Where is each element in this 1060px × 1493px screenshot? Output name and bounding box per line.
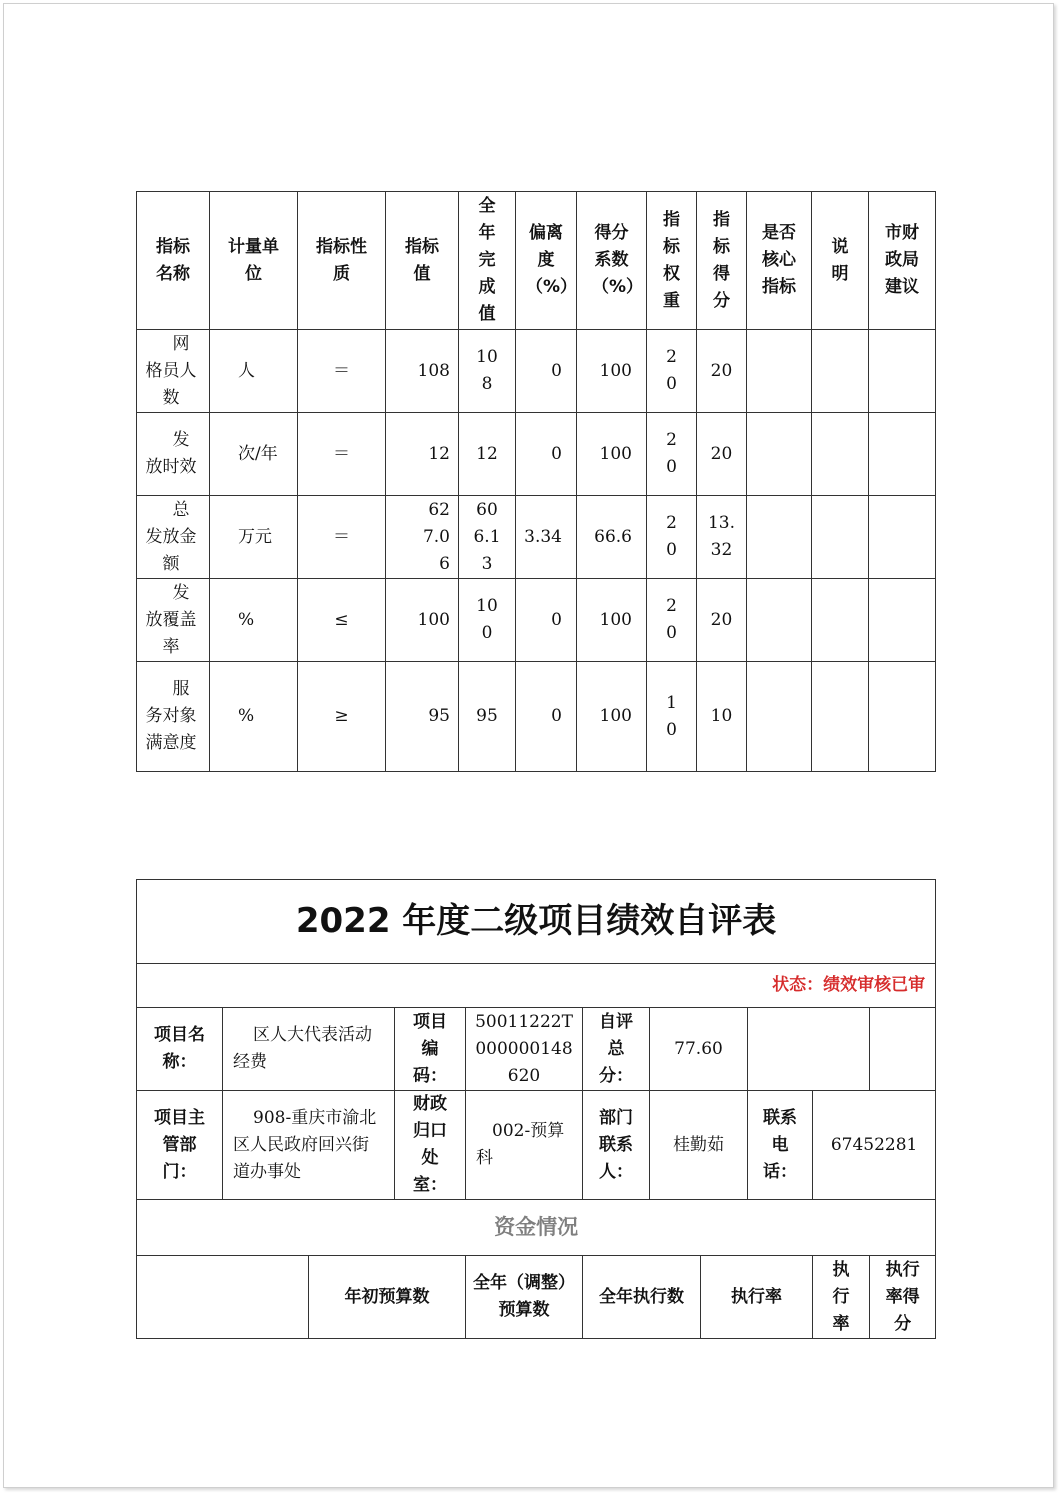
cell-score: 20 bbox=[710, 609, 733, 630]
cell-indicator-name: 总发放金额 bbox=[145, 499, 197, 574]
cell-unit: % bbox=[238, 706, 255, 726]
header-target: 指标值 bbox=[405, 236, 439, 284]
cell-unit: % bbox=[238, 609, 255, 630]
fund-header-row bbox=[137, 1256, 936, 1339]
header-actual: 全年完成值 bbox=[478, 196, 496, 324]
cell-deviation: 3.34 bbox=[524, 526, 562, 547]
cell-deviation: 0 bbox=[551, 443, 562, 464]
contact-value: 桂勤茹 bbox=[673, 1134, 724, 1155]
finance-office-value: 002-预算科 bbox=[476, 1121, 565, 1168]
header-core: 是否核心指标 bbox=[762, 223, 796, 297]
cell-score-coefficient: 100 bbox=[599, 360, 632, 381]
cell-weight: 20 bbox=[666, 596, 677, 643]
fund-header-initial-budget: 年初预算数 bbox=[344, 1286, 430, 1307]
header-score: 指标得分 bbox=[713, 209, 730, 311]
self-evaluation-form bbox=[136, 879, 936, 1339]
cell-score: 10 bbox=[710, 706, 733, 726]
cell-target-value: 627.06 bbox=[422, 499, 450, 574]
cell-nature: ≤ bbox=[334, 609, 349, 630]
cell-actual-value: 12 bbox=[476, 443, 498, 464]
dept-label: 项目主管部门： bbox=[154, 1107, 205, 1182]
project-name-label: 项目名称： bbox=[154, 1025, 205, 1072]
cell-indicator-name: 服务对象满意度 bbox=[145, 679, 197, 753]
cell-indicator-name: 发放覆盖率 bbox=[145, 582, 197, 657]
project-name-value: 区人大代表活动经费 bbox=[233, 1025, 372, 1072]
cell-nature: ＝ bbox=[333, 443, 350, 464]
header-nature: 指标性质 bbox=[316, 236, 367, 284]
department-row bbox=[137, 1091, 936, 1200]
cell-indicator-name: 网格员人数 bbox=[145, 333, 197, 408]
cell-deviation: 0 bbox=[551, 706, 562, 726]
indicator-row bbox=[137, 662, 936, 772]
cell-nature: ≥ bbox=[334, 706, 349, 726]
cell-deviation: 0 bbox=[551, 609, 562, 630]
header-indicator-name: 指标名称 bbox=[156, 236, 190, 284]
cell-target-value: 108 bbox=[417, 360, 450, 381]
cell-actual-value: 606.13 bbox=[473, 499, 501, 574]
cell-actual-value: 95 bbox=[476, 706, 498, 726]
cell-unit: 次/年 bbox=[238, 443, 278, 464]
finance-office-label: 财政归口处室： bbox=[413, 1094, 447, 1195]
empty-cell bbox=[137, 1256, 309, 1339]
project-info-row bbox=[137, 1008, 936, 1091]
cell-score-coefficient: 100 bbox=[599, 706, 632, 726]
cell-target-value: 100 bbox=[417, 609, 450, 630]
cell-score-coefficient: 100 bbox=[599, 609, 632, 630]
cell-score-coefficient: 66.6 bbox=[594, 526, 632, 547]
cell-actual-value: 100 bbox=[476, 596, 498, 643]
contact-label: 部门联系人： bbox=[599, 1107, 633, 1182]
header-note: 说明 bbox=[831, 236, 849, 284]
project-code-value: 50011222T000000148620 bbox=[475, 1011, 573, 1086]
header-deviation: 偏离度（%） bbox=[526, 223, 578, 297]
indicator-table bbox=[136, 191, 936, 772]
indicator-header-row bbox=[137, 192, 936, 330]
cell-target-value: 95 bbox=[428, 706, 450, 726]
indicator-row bbox=[137, 579, 936, 662]
fund-header-executed: 全年执行数 bbox=[599, 1286, 684, 1307]
header-weight: 指标权重 bbox=[663, 209, 680, 311]
cell-actual-value: 108 bbox=[476, 347, 498, 394]
fund-section-title: 资金情况 bbox=[137, 1200, 936, 1256]
indicator-row bbox=[137, 413, 936, 496]
cell-unit: 万元 bbox=[238, 526, 272, 547]
self-score-value: 77.60 bbox=[674, 1038, 723, 1059]
cell-unit: 人 bbox=[238, 360, 255, 381]
empty-cell bbox=[870, 1008, 936, 1091]
cell-score: 20 bbox=[710, 443, 733, 464]
header-unit: 计量单位 bbox=[228, 236, 279, 284]
cell-score: 20 bbox=[710, 360, 733, 381]
dept-value: 908-重庆市渝北区人民政府回兴街道办事处 bbox=[233, 1107, 377, 1182]
fund-header-rate-score: 执行率得分 bbox=[885, 1259, 920, 1334]
fund-header-rate: 执行率 bbox=[832, 1259, 850, 1334]
cell-weight: 20 bbox=[666, 430, 677, 477]
project-code-label: 项目编码： bbox=[413, 1011, 447, 1086]
cell-score: 13.32 bbox=[707, 513, 736, 560]
cell-target-value: 12 bbox=[428, 443, 450, 464]
cell-weight: 20 bbox=[666, 347, 677, 394]
cell-nature: ＝ bbox=[333, 360, 350, 381]
cell-indicator-name: 发放时效 bbox=[145, 430, 197, 477]
status-badge: 状态：绩效审核已审 bbox=[137, 964, 936, 1008]
cell-deviation: 0 bbox=[551, 360, 562, 381]
indicator-row bbox=[137, 496, 936, 579]
phone-value: 67452281 bbox=[830, 1134, 918, 1155]
empty-cell bbox=[748, 1008, 870, 1091]
indicator-row bbox=[137, 330, 936, 413]
cell-weight: 20 bbox=[666, 513, 677, 560]
cell-score-coefficient: 100 bbox=[599, 443, 632, 464]
fund-header-adjusted-budget: 全年（调整）预算数 bbox=[473, 1273, 575, 1320]
header-finance-advice: 市财政局建议 bbox=[885, 223, 919, 297]
form-title: 2022 年度二级项目绩效自评表 bbox=[137, 880, 936, 964]
self-score-label: 自评总分： bbox=[599, 1011, 633, 1086]
header-coefficient: 得分系数（%） bbox=[592, 223, 644, 297]
cell-weight: 10 bbox=[666, 692, 677, 740]
phone-label: 联系电话： bbox=[763, 1107, 797, 1182]
cell-nature: ＝ bbox=[333, 526, 350, 547]
fund-header-execution-rate: 执行率 bbox=[731, 1286, 782, 1307]
